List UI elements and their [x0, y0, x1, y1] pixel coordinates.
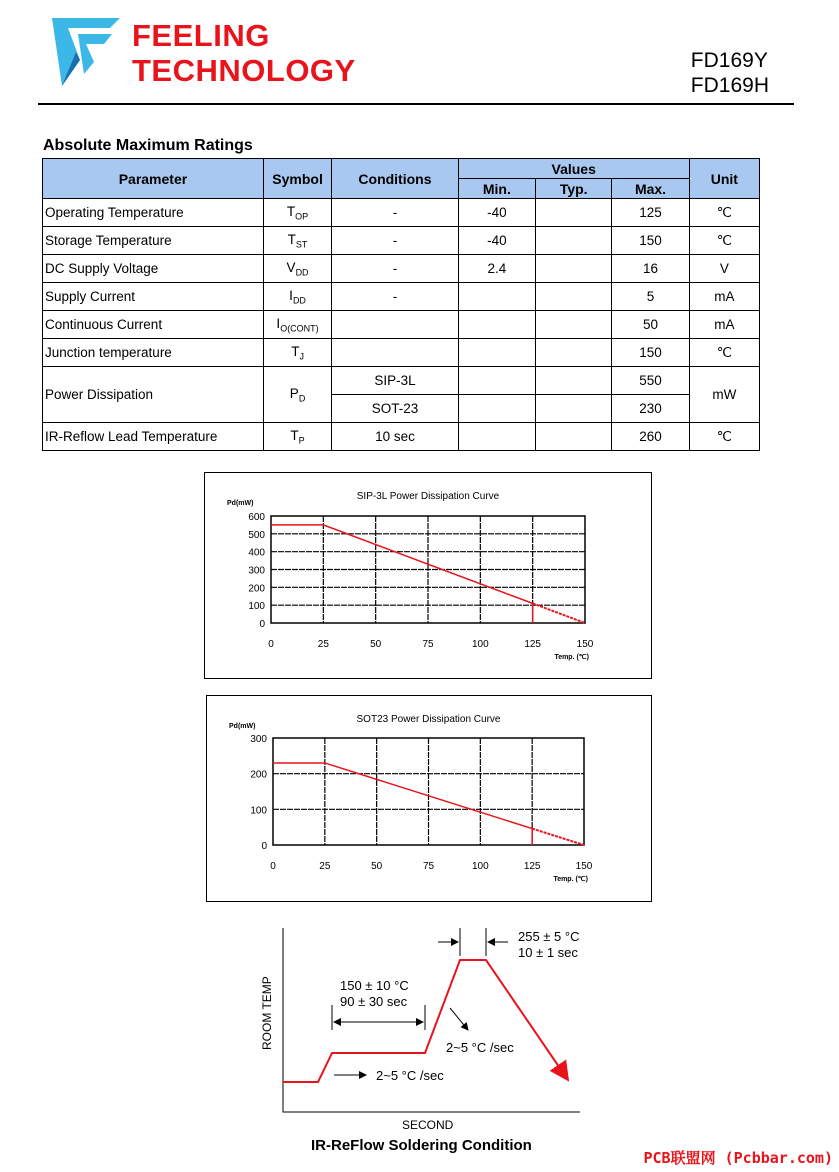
chart-series-line-dashed	[533, 603, 585, 623]
sip3l-chart-plot	[205, 473, 651, 678]
header-rule	[38, 103, 794, 105]
cell-max: 50	[612, 311, 689, 339]
chart-x-tick-label: 0	[270, 861, 276, 872]
chart-series-line	[273, 763, 532, 829]
cell-conditions: -	[332, 255, 459, 283]
cell-parameter: Supply Current	[43, 283, 264, 311]
chart-y-tick-label: 300	[250, 734, 267, 745]
reflow-diagram	[250, 920, 590, 1135]
cell-conditions: -	[332, 283, 459, 311]
cell-parameter: Continuous Current	[43, 311, 264, 339]
cell-min	[458, 423, 535, 451]
reflow-peak-line1: 255 ± 5 °C	[518, 929, 580, 944]
cell-max: 16	[612, 255, 689, 283]
chart-x-tick-label: 25	[319, 861, 331, 872]
sot23-chart	[206, 695, 652, 902]
cell-unit: ℃	[689, 227, 759, 255]
cell-unit: V	[689, 255, 759, 283]
cell-max: 125	[612, 199, 689, 227]
reflow-peak-line2: 10 ± 1 sec	[518, 945, 578, 960]
cell-min	[458, 311, 535, 339]
chart-y-tick-label: 400	[248, 547, 265, 559]
cell-parameter: Operating Temperature	[43, 199, 264, 227]
chart-title: SIP-3L Power Dissipation Curve	[356, 491, 500, 502]
chart-y-tick-label: 100	[250, 805, 267, 817]
header-values: Values	[458, 159, 689, 179]
table-row	[43, 283, 760, 311]
chart-x-tick-label: 0	[268, 639, 274, 650]
sip3l-chart	[204, 472, 652, 679]
cell-unit: ℃	[689, 339, 759, 367]
cell-symbol: $P_D$	[263, 367, 331, 423]
table-row	[43, 339, 760, 367]
chart-x-tick-label: 75	[422, 861, 435, 872]
cell-typ	[536, 339, 612, 367]
cell-max: 5	[612, 283, 689, 311]
part-numbers	[691, 48, 769, 98]
reflow-ramp1: 2~5 °C /sec	[376, 1068, 444, 1083]
cell-min	[458, 339, 535, 367]
company-logo-icon	[50, 16, 130, 88]
chart-x-tick-label: 25	[317, 639, 329, 650]
section-title: Absolute Maximum Ratings	[43, 137, 253, 154]
chart-y-tick-label: 500	[248, 529, 265, 541]
cell-symbol: $T_J$	[263, 339, 331, 367]
cell-max: 550	[612, 367, 689, 395]
watermark: PCB联盟网 (Pcbbar.com)	[643, 1149, 833, 1167]
cell-typ	[536, 283, 612, 311]
table-row	[43, 367, 760, 395]
chart-y-tick-label: 0	[259, 619, 265, 630]
cell-conditions: SIP-3L	[332, 367, 459, 395]
cell-max: 150	[612, 339, 689, 367]
header-parameter: Parameter	[43, 159, 264, 199]
cell-parameter: DC Supply Voltage	[43, 255, 264, 283]
reflow-y-label: ROOM TEMP	[260, 976, 274, 1050]
cell-unit: ℃	[689, 423, 759, 451]
chart-x-tick-label: 150	[576, 639, 594, 650]
cell-symbol: $T_{ST}$	[263, 227, 331, 255]
header-typ: Typ.	[536, 179, 612, 199]
chart-y-tick-label: 200	[250, 769, 267, 781]
chart-x-tick-label: 150	[575, 861, 593, 872]
chart-x-label: Temp. (℃)	[553, 876, 588, 883]
reflow-soak-line1: 150 ± 10 °C	[340, 978, 409, 993]
chart-x-tick-label: 75	[422, 639, 434, 650]
chart-title: SOT23 Power Dissipation Curve	[356, 714, 501, 725]
header-min: Min.	[458, 179, 535, 199]
reflow-soak-line2: 90 ± 30 sec	[340, 994, 408, 1009]
cell-typ	[536, 199, 612, 227]
ratings-table	[42, 158, 760, 451]
chart-y-tick-label: 100	[248, 601, 265, 613]
company-name-line2: TECHNOLOGY	[132, 53, 356, 88]
cell-conditions	[332, 311, 459, 339]
chart-x-tick-label: 125	[524, 639, 542, 650]
chart-y-tick-label: 200	[248, 583, 265, 595]
cell-conditions	[332, 339, 459, 367]
cell-min	[458, 283, 535, 311]
table-row	[43, 255, 760, 283]
cell-min: -40	[458, 199, 535, 227]
cell-symbol: $T_P$	[263, 423, 331, 451]
cell-typ	[536, 367, 612, 395]
cell-max: 230	[612, 395, 689, 423]
table-row	[43, 227, 760, 255]
cell-min: -40	[458, 227, 535, 255]
chart-x-tick-label: 50	[371, 861, 383, 872]
cell-unit: mA	[689, 283, 759, 311]
chart-x-tick-label: 50	[370, 639, 382, 650]
cell-parameter: Storage Temperature	[43, 227, 264, 255]
cell-max: 150	[612, 227, 689, 255]
header-symbol: Symbol	[263, 159, 331, 199]
cell-typ	[536, 423, 612, 451]
chart-series-line	[271, 525, 533, 603]
cell-min	[458, 367, 535, 395]
chart-x-tick-label: 100	[471, 861, 489, 872]
reflow-x-label: SECOND	[402, 1118, 454, 1132]
sot23-chart-plot	[207, 696, 651, 901]
part-number-2: FD169H	[690, 74, 769, 97]
cell-symbol: $V_{DD}$	[263, 255, 331, 283]
table-row	[43, 199, 760, 227]
cell-typ	[536, 311, 612, 339]
cell-conditions: -	[332, 227, 459, 255]
cell-parameter: Junction temperature	[43, 339, 264, 367]
cell-parameter: Power Dissipation	[43, 367, 264, 423]
cell-conditions: SOT-23	[332, 395, 459, 423]
chart-y-label: Pd(mW)	[227, 500, 254, 507]
company-name	[132, 18, 356, 88]
chart-y-tick-label: 300	[248, 565, 265, 577]
cell-symbol: $I_{O(CONT)}$	[263, 311, 331, 339]
chart-y-tick-label: 0	[261, 841, 267, 852]
table-row	[43, 423, 760, 451]
header-conditions: Conditions	[332, 159, 459, 199]
chart-x-label: Temp. (℃)	[554, 654, 589, 661]
cell-conditions: -	[332, 199, 459, 227]
reflow-caption: IR-ReFlow Soldering Condition	[311, 1137, 532, 1154]
cell-max: 260	[612, 423, 689, 451]
cell-unit: mA	[689, 311, 759, 339]
cell-typ	[536, 227, 612, 255]
cell-min	[458, 395, 535, 423]
table-row	[43, 311, 760, 339]
chart-y-tick-label: 600	[248, 512, 265, 523]
cell-conditions: 10 sec	[332, 423, 459, 451]
chart-x-tick-label: 100	[471, 639, 489, 650]
chart-x-tick-label: 125	[523, 861, 541, 872]
company-name-line1: FEELING	[132, 18, 270, 53]
header-max: Max.	[612, 179, 689, 199]
reflow-ramp2: 2~5 °C /sec	[446, 1040, 514, 1055]
cell-unit: mW	[689, 367, 759, 423]
part-number-1: FD169Y	[690, 49, 768, 72]
chart-series-line-dashed	[532, 829, 584, 845]
header-unit: Unit	[689, 159, 759, 199]
cell-symbol: $T_{OP}$	[263, 199, 331, 227]
chart-y-label: Pd(mW)	[229, 723, 256, 730]
cell-unit: ℃	[689, 199, 759, 227]
cell-min: 2.4	[458, 255, 535, 283]
cell-typ	[536, 395, 612, 423]
cell-typ	[536, 255, 612, 283]
cell-symbol: $I_{DD}$	[263, 283, 331, 311]
cell-parameter: IR-Reflow Lead Temperature	[43, 423, 264, 451]
